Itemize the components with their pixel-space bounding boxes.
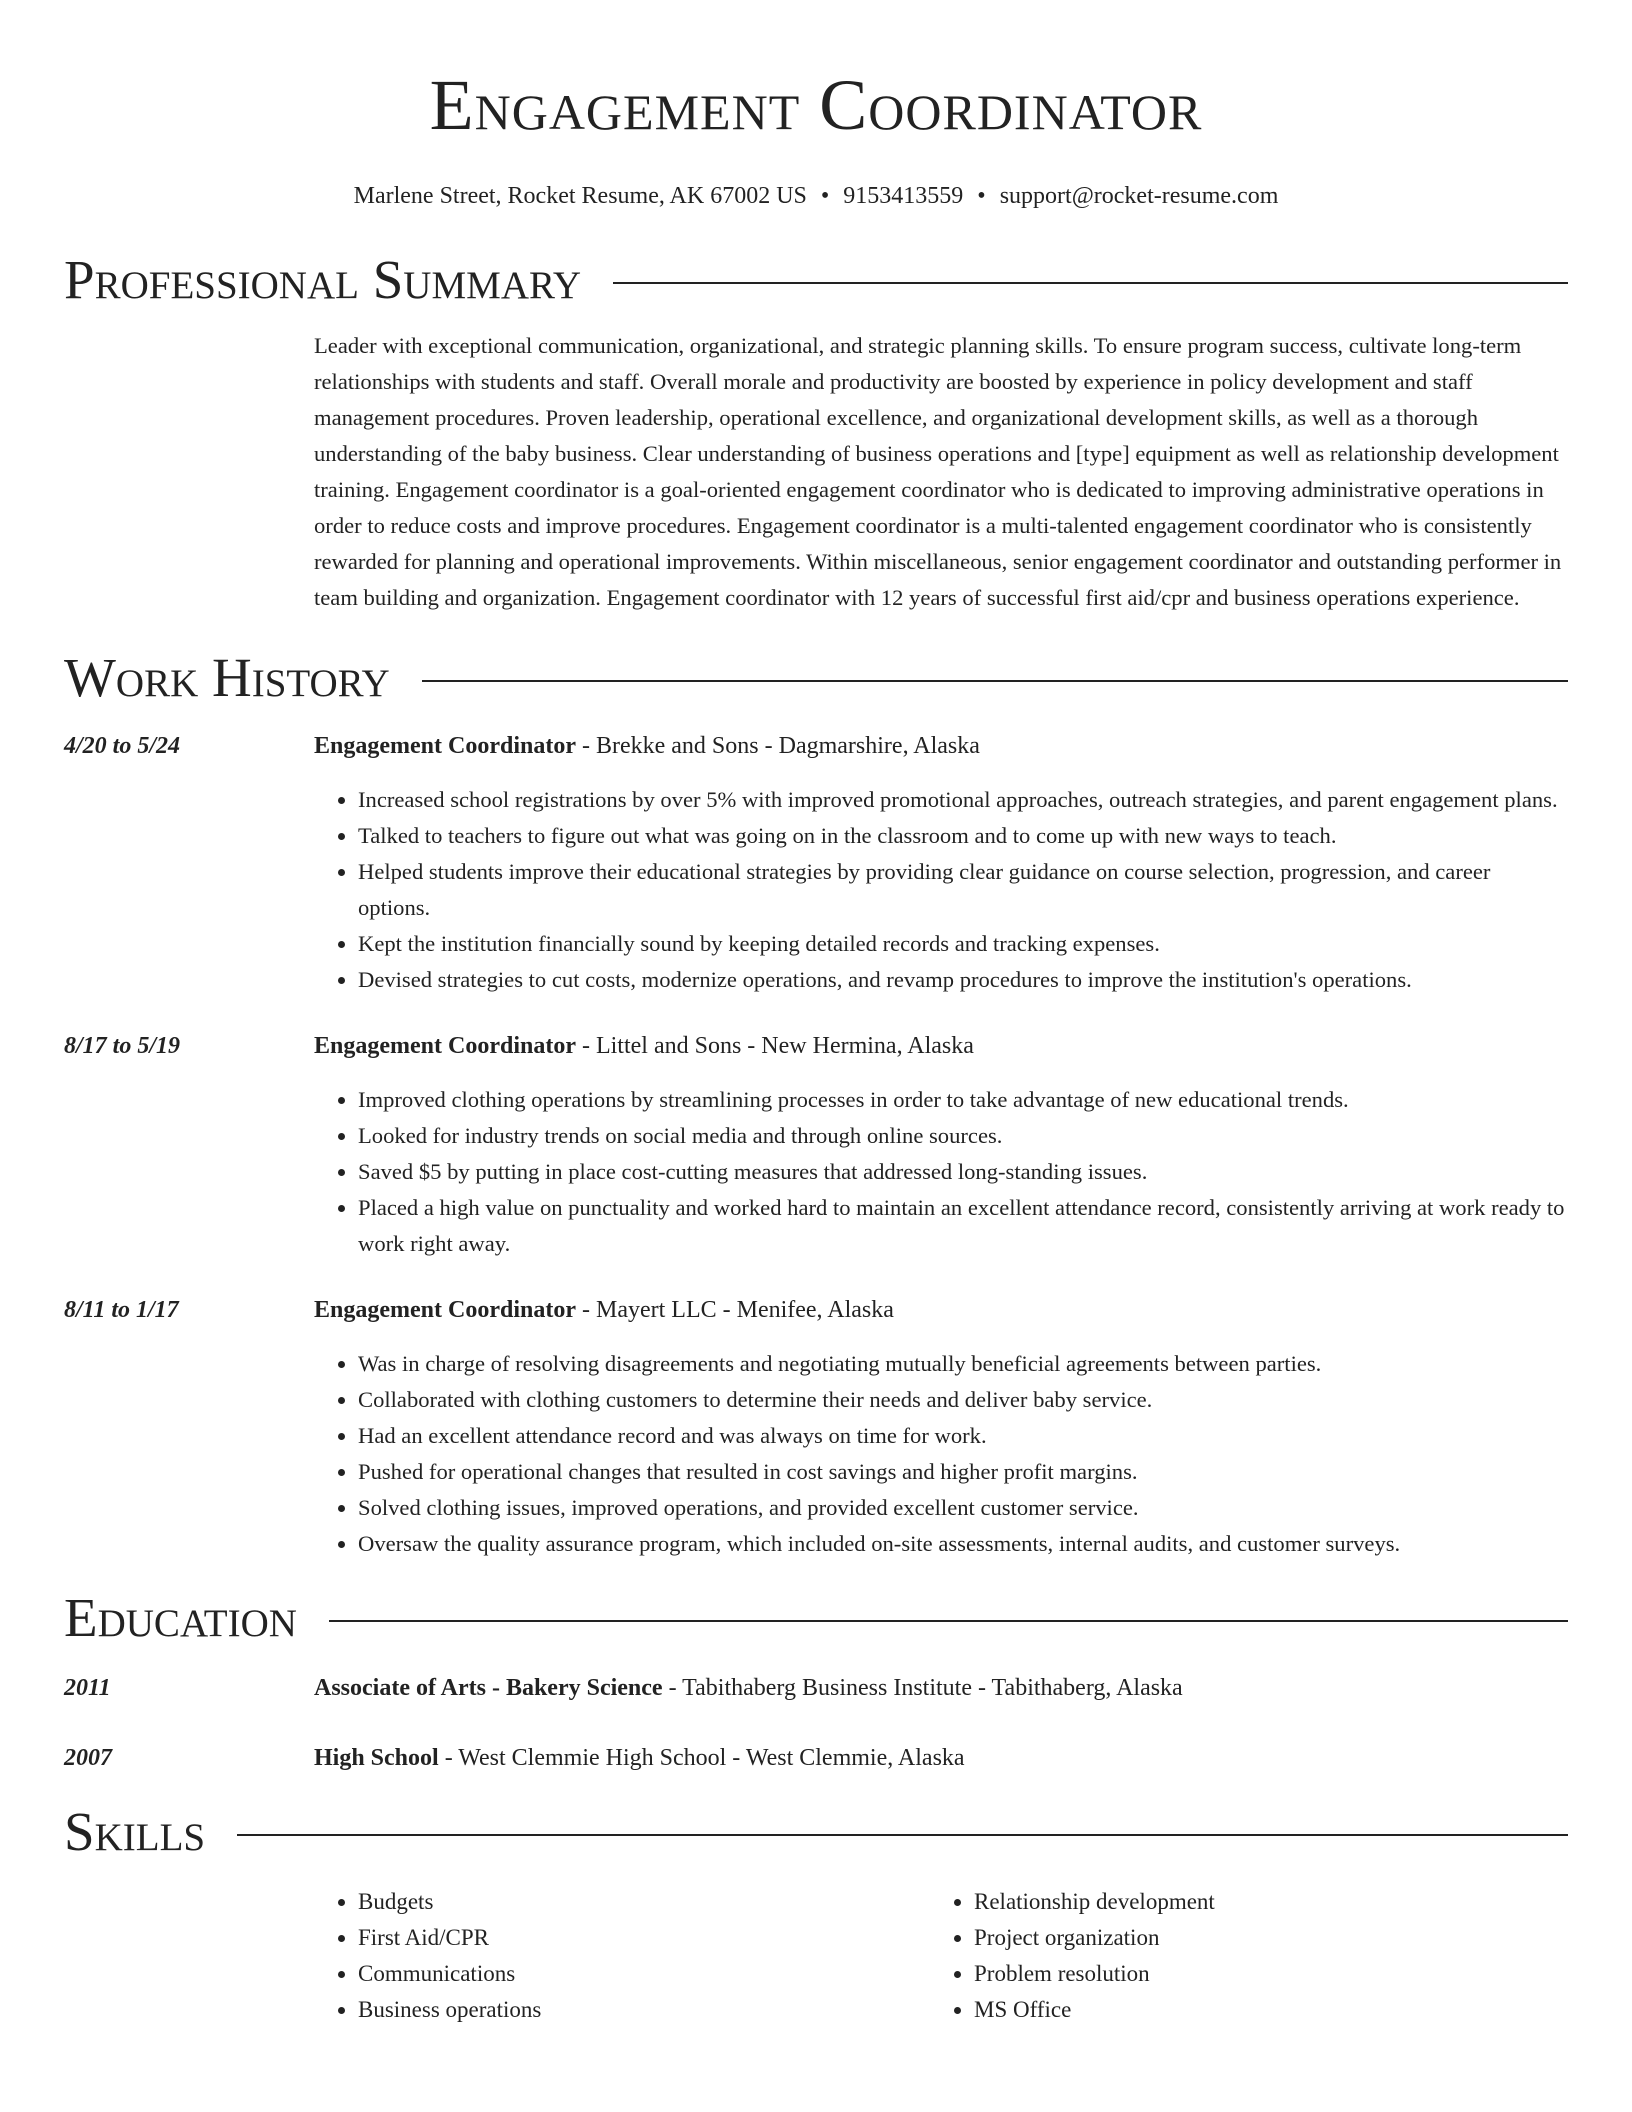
skill-item: • First Aid/CPR [358, 1920, 930, 1956]
section-rule [422, 680, 1568, 682]
section-work-header [64, 646, 1568, 710]
education-year: 2007 [64, 1745, 112, 1771]
job-dates: 4/20 to 5/24 [64, 733, 181, 759]
contact-separator: • [977, 183, 986, 209]
section-education-header [64, 1586, 1568, 1650]
job-employer-location: - Brekke and Sons - Dagmarshire, Alaska [575, 733, 980, 759]
job-heading [314, 728, 1568, 764]
job-bullet: • Pushed for operational changes that resulted in cost savings and higher profit margins. [358, 1454, 1568, 1490]
section-summary-header [64, 248, 1568, 312]
job-dates: 8/11 to 1/17 [64, 1297, 179, 1323]
section-rule [613, 282, 1568, 284]
job-header-row [64, 1292, 1568, 1562]
job-content [314, 728, 1568, 998]
skill-item: • Project organization [974, 1920, 1546, 1956]
contact-address: Marlene Street, Rocket Resume, AK 67002 US [353, 183, 807, 209]
contact-line [64, 180, 1568, 212]
job-content [314, 1292, 1568, 1562]
education-school: - Tabithaberg Business Institute - Tabithaberg, Alaska [662, 1675, 1183, 1701]
section-rule [237, 1834, 1568, 1836]
skill-item: • Relationship development [974, 1884, 1546, 1920]
section-title: Education [64, 1587, 297, 1648]
section-title: Work History [64, 647, 390, 708]
job-bullets [314, 782, 1568, 998]
education-entry [64, 1670, 1568, 1706]
skill-item: • MS Office [974, 1992, 1546, 2028]
education-content [314, 1740, 1568, 1776]
education-degree: Associate of Arts - Bakery Science [314, 1675, 663, 1701]
section-rule [329, 1620, 1568, 1622]
contact-separator: • [820, 183, 830, 209]
education-school: - West Clemmie High School - West Clemmie, Alaska [438, 1745, 965, 1771]
job-title: Engagement Coordinator [314, 1033, 576, 1059]
resume-page [64, 0, 1568, 2028]
job-dates: 8/17 to 5/19 [64, 1033, 181, 1059]
job-entry [64, 1292, 1568, 1562]
job-title: Engagement Coordinator [314, 1297, 576, 1323]
contact-phone: 9153413559 [843, 183, 964, 209]
job-bullet: • Oversaw the quality assurance program, which included on-site assessments, internal audits, and customer surveys. [358, 1526, 1568, 1562]
education-degree: High School [314, 1745, 439, 1771]
job-header-row [64, 1028, 1568, 1262]
job-bullet: • Solved clothing issues, improved operations, and provided excellent customer service. [358, 1490, 1568, 1526]
job-entry [64, 728, 1568, 998]
section-title: Professional Summary [64, 249, 582, 310]
job-bullet: • Improved clothing operations by streamlining processes in order to take advantage of new educational trends. [358, 1082, 1568, 1118]
job-employer-location: - Mayert LLC - Menifee, Alaska [575, 1297, 894, 1323]
section-skills-header [64, 1800, 1568, 1864]
job-bullets [314, 1082, 1568, 1262]
job-bullet: • Helped students improve their educational strategies by providing clear guidance on course selection, progression, and career options. [358, 854, 1568, 926]
skill-item: • Business operations [358, 1992, 930, 2028]
section-title: Skills [64, 1801, 206, 1862]
job-bullets [314, 1346, 1568, 1562]
education-year: 2011 [64, 1675, 111, 1701]
skill-item: • Problem resolution [974, 1956, 1546, 1992]
skill-item: • Budgets [358, 1884, 930, 1920]
job-bullet: • Kept the institution financially sound by keeping detailed records and tracking expenses. [358, 926, 1568, 962]
job-heading [314, 1292, 1568, 1328]
job-bullet: • Placed a high value on punctuality and worked hard to maintain an excellent attendance record, consistently arriving at work ready to work right away. [358, 1190, 1568, 1262]
job-bullet: • Talked to teachers to figure out what was going on in the classroom and to come up with new ways to teach. [358, 818, 1568, 854]
job-bullet: • Was in charge of resolving disagreements and negotiating mutually beneficial agreements between parties. [358, 1346, 1568, 1382]
skills-column-left [314, 1884, 930, 2028]
job-bullet: • Looked for industry trends on social media and through online sources. [358, 1118, 1568, 1154]
skills-grid [314, 1884, 1568, 2028]
job-bullet: • Increased school registrations by over 5% with improved promotional approaches, outreach strategies, and parent engagement plans. [358, 782, 1568, 818]
job-heading [314, 1028, 1568, 1064]
skill-item: • Communications [358, 1956, 930, 1992]
job-bullet: • Had an excellent attendance record and was always on time for work. [358, 1418, 1568, 1454]
job-entry [64, 1028, 1568, 1262]
job-bullet: • Saved $5 by putting in place cost-cutting measures that addressed long-standing issues. [358, 1154, 1568, 1190]
contact-email: support@rocket-resume.com [999, 183, 1279, 209]
job-header-row [64, 728, 1568, 998]
job-title: Engagement Coordinator [314, 733, 576, 759]
education-list [64, 1670, 1568, 1776]
education-entry [64, 1740, 1568, 1776]
resume-name: Engagement Coordinator [429, 65, 1203, 145]
skills-column-right [930, 1884, 1546, 2028]
job-bullet: • Devised strategies to cut costs, modernize operations, and revamp procedures to improve the institution's operations. [358, 962, 1568, 998]
job-list [64, 728, 1568, 1562]
job-employer-location: - Littel and Sons - New Hermina, Alaska [575, 1033, 974, 1059]
job-content [314, 1028, 1568, 1262]
summary-text: Leader with exceptional communication, organizational, and strategic planning skills. To ensure program success, cultivate long-term relationships with students and staff. Overall morale and productivity are boosted by experience in policy development and staff management procedures. Proven leadership, operational excellence, and organizational development skills, as well as a thorough understanding of the baby business. Clear understanding of business operations and [type] equipment as well as relationship development training. Engagement coordinator is a goal-oriented engagement coordinator who is dedicated to improving administrative operations in order to reduce costs and improve procedures. Engagement coordinator is a multi-talented engagement coordinator who is consistently rewarded for planning and operational improvements. Within miscellaneous, senior engagement coordinator and outstanding performer in team building and organization. Engagement coordinator with 12 years of successful first aid/cpr and business operations experience. [314, 333, 1562, 610]
job-bullet: • Collaborated with clothing customers to determine their needs and deliver baby service. [358, 1382, 1568, 1418]
education-content [314, 1670, 1568, 1706]
